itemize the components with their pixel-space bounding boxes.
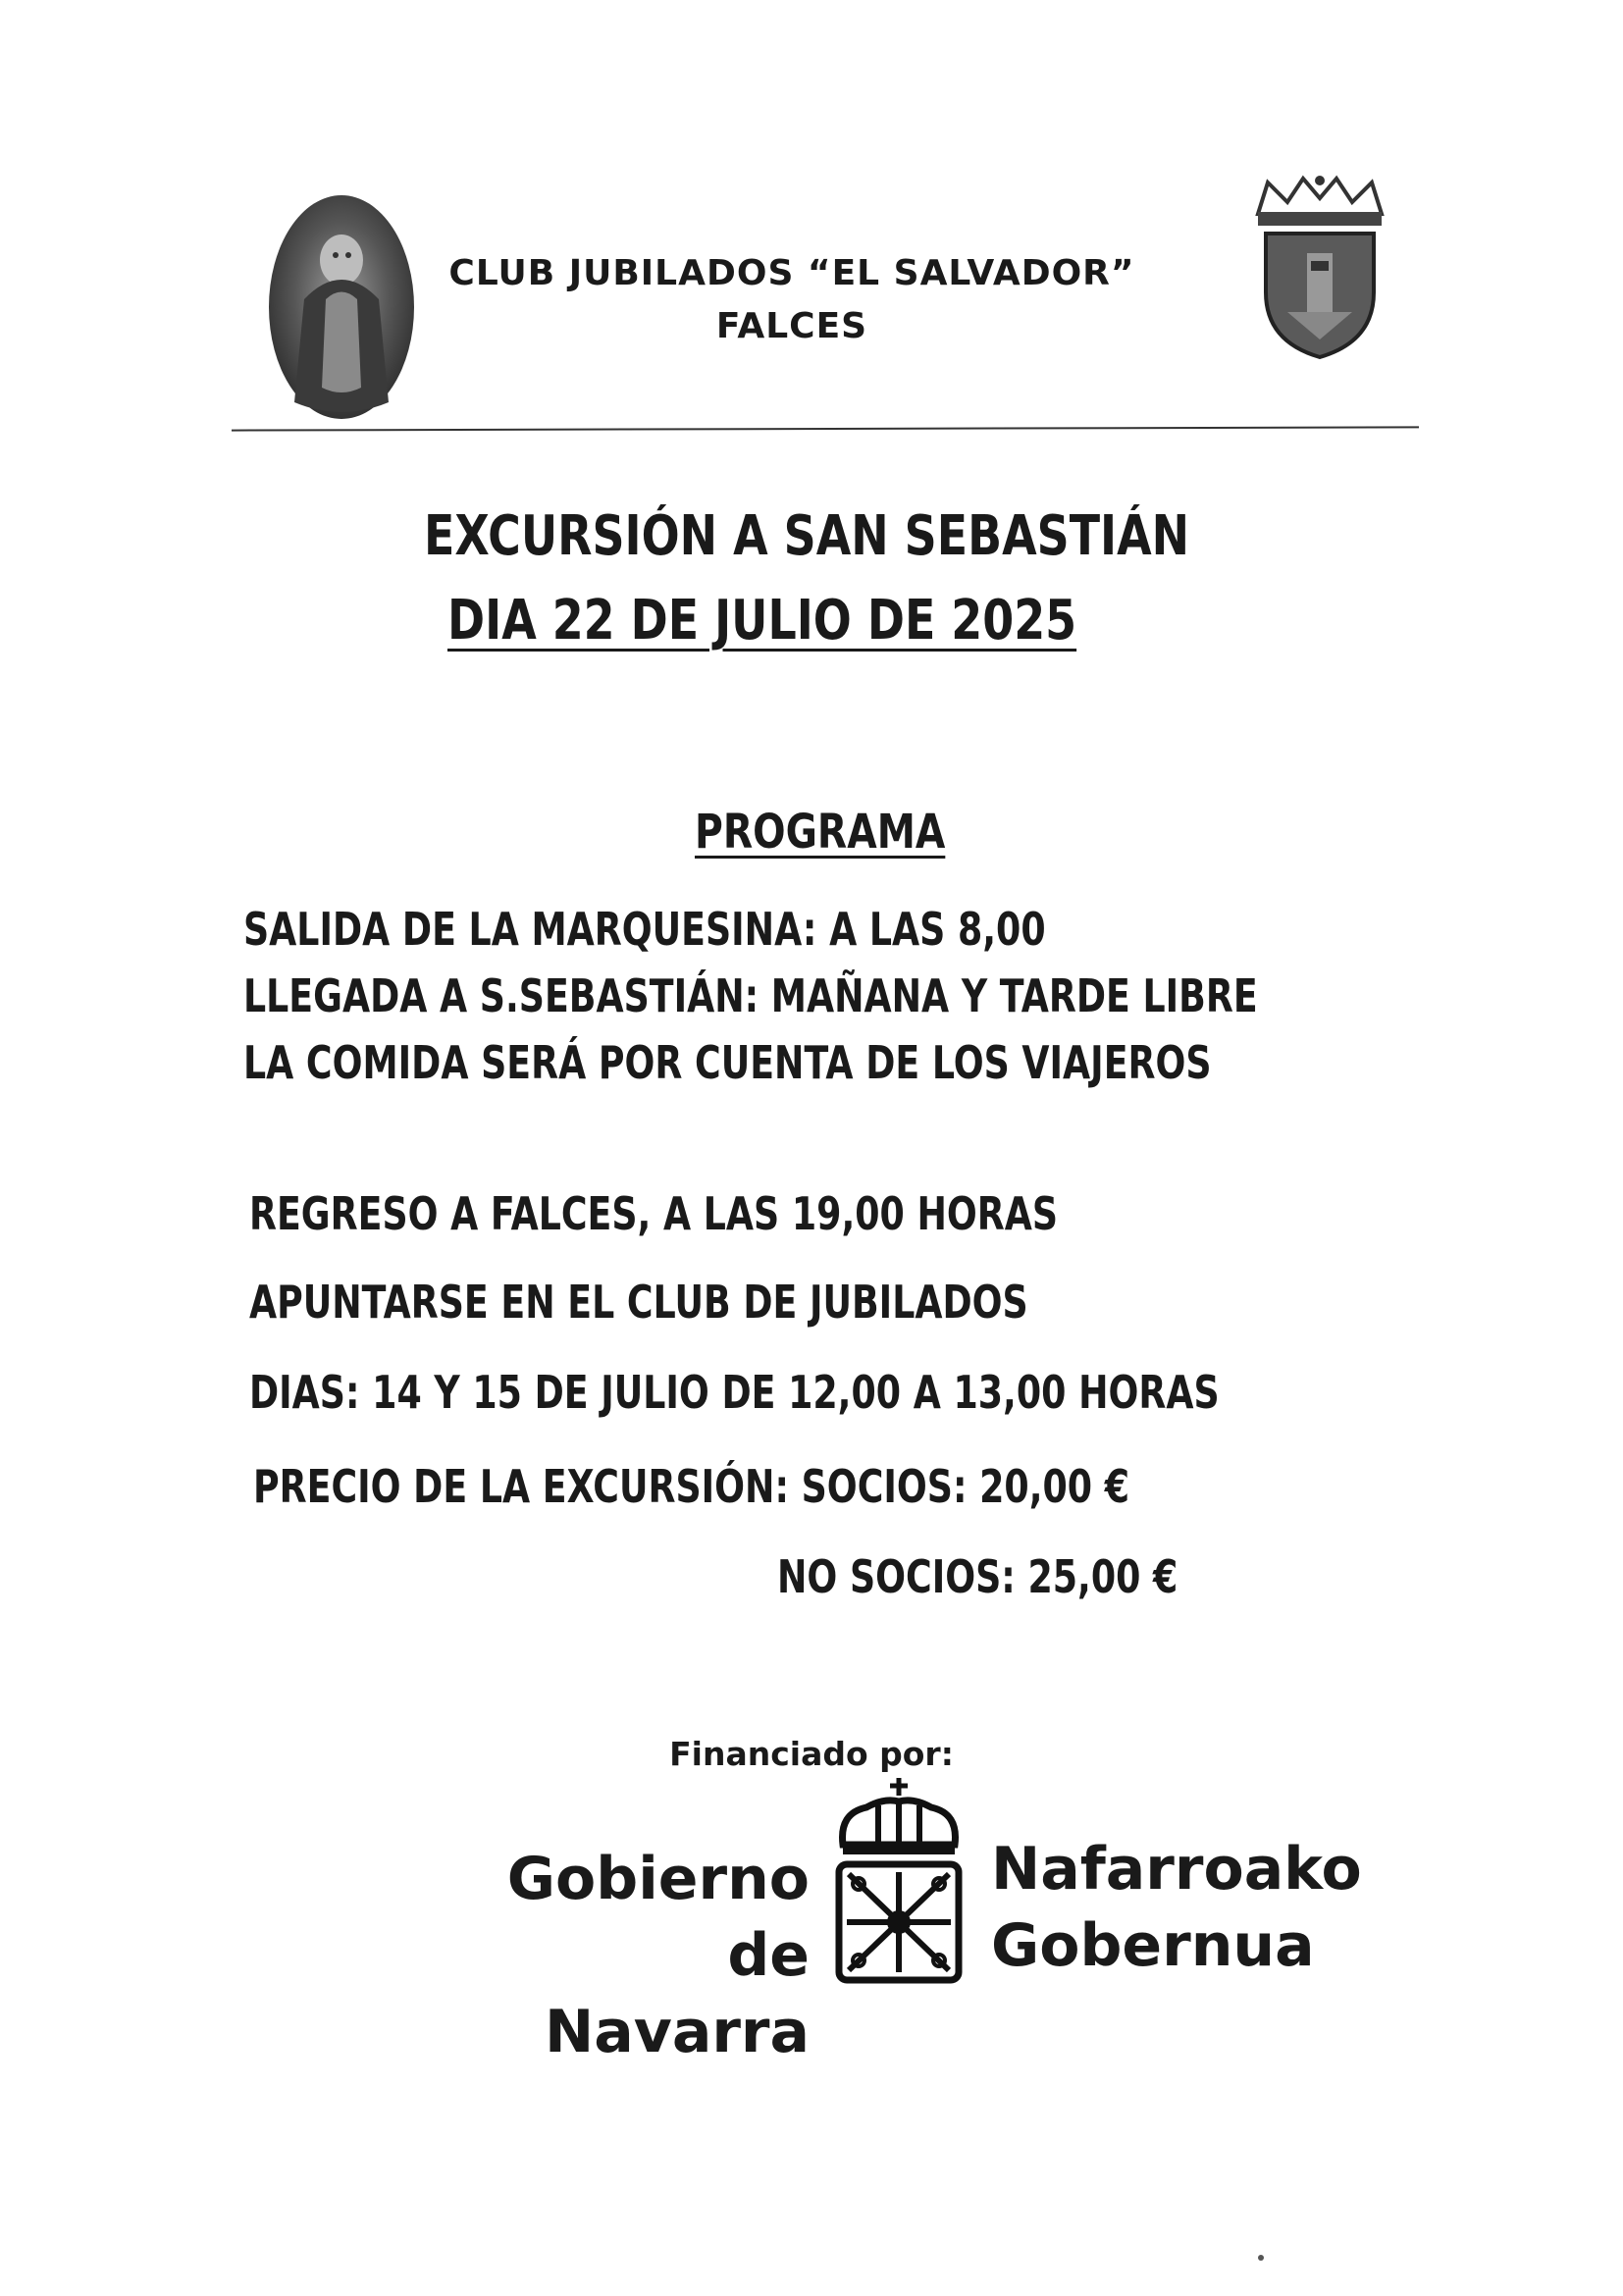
gov-es-line1: Gobierno	[506, 1845, 810, 1913]
arrival-line: LLEGADA A S.SEBASTIÁN: MAÑANA Y TARDE LIBRE	[243, 969, 1258, 1022]
navarra-coat-of-arms	[829, 1774, 969, 1988]
falces-coat-of-arms	[1248, 175, 1391, 361]
signup-line: APUNTARSE EN EL CLUB DE JUBILADOS	[249, 1276, 1028, 1329]
gobierno-de-navarra-text	[446, 1841, 810, 2070]
program-heading: PROGRAMA	[695, 805, 946, 860]
price-members-line: PRECIO DE LA EXCURSIÓN: SOCIOS: 20,00 €	[253, 1460, 1130, 1513]
nafarroako-gobernua-text	[991, 1831, 1362, 1984]
return-line: REGRESO A FALCES, A LAS 19,00 HORAS	[249, 1187, 1059, 1240]
gov-eu-line2: Gobernua	[991, 1911, 1315, 1980]
funded-by-label: Financiado por:	[669, 1735, 954, 1773]
club-town: FALCES	[715, 306, 868, 346]
gov-eu-line1: Nafarroako	[991, 1835, 1362, 1904]
excursion-date: DIA 22 DE JULIO DE 2025	[447, 589, 1077, 652]
header-divider	[232, 426, 1419, 431]
price-nonmembers-line: NO SOCIOS: 25,00 €	[777, 1550, 1178, 1603]
meal-line: LA COMIDA SERÁ POR CUENTA DE LOS VIAJEROS	[243, 1036, 1212, 1089]
departure-line: SALIDA DE LA MARQUESINA: A LAS 8,00	[243, 903, 1046, 956]
scan-speck	[1258, 2255, 1264, 2261]
signup-days-line: DIAS: 14 Y 15 DE JULIO DE 12,00 A 13,00 HORAS	[249, 1366, 1220, 1419]
excursion-title: EXCURSIÓN A SAN SEBASTIÁN	[424, 504, 1190, 568]
gov-es-line2: de Navarra	[545, 1921, 810, 2066]
club-name: CLUB JUBILADOS “EL SALVADOR”	[448, 253, 1135, 293]
